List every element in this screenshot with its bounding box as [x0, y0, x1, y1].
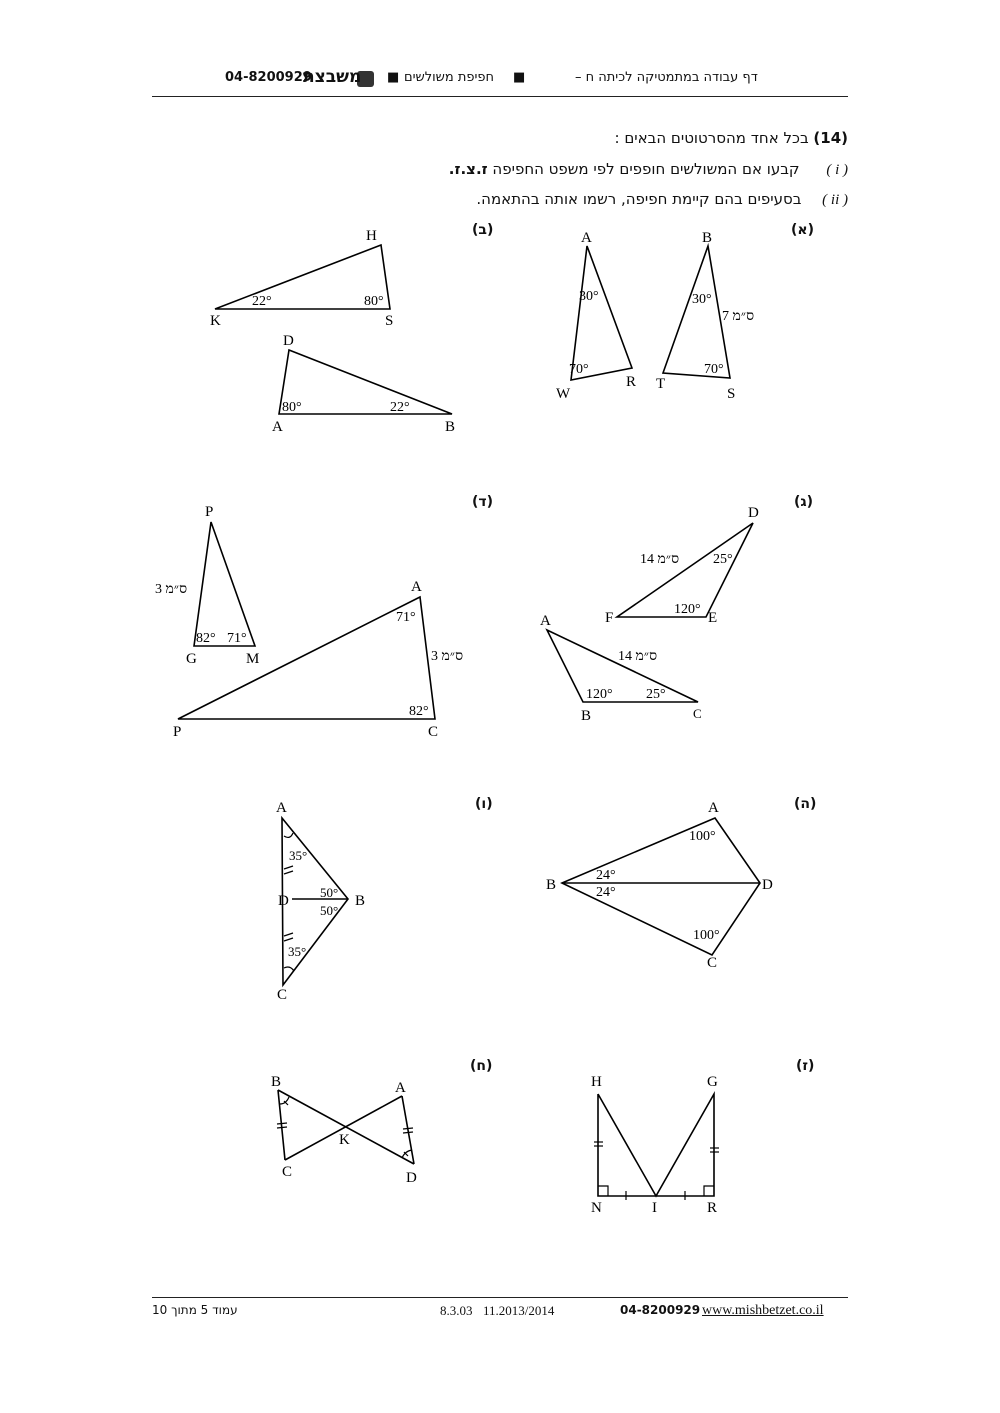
- section-label-h: (ח): [470, 1058, 493, 1074]
- segment-ac: [285, 1096, 402, 1160]
- fig-a-label-B: B: [702, 230, 713, 246]
- fig-b-angle-S: 80°: [364, 294, 384, 309]
- fig-d-label-G: G: [186, 651, 197, 667]
- right-angle-r: [704, 1186, 714, 1196]
- fig-c-side-AC: 14 ס״מ: [618, 649, 658, 664]
- tick-mark-bc-1: [277, 1123, 287, 1124]
- question-ii-label: ( ii ): [822, 192, 848, 208]
- fig-a-label-W: W: [556, 386, 571, 402]
- fig-c-side-DF: 14 ס״מ: [640, 552, 680, 567]
- tick-mark-ad-2: [284, 871, 293, 874]
- tick-mark-dc-1: [284, 933, 293, 936]
- triangle-pgm: [194, 522, 255, 646]
- fig-d-side-PG: 3 ס״מ: [155, 582, 188, 597]
- fig-c-label-A: A: [540, 613, 551, 629]
- fig-d-side-AC: 3 ס״מ: [431, 649, 464, 664]
- fig-f-label-B: B: [355, 893, 366, 909]
- fig-d-angle-G: 82°: [196, 631, 216, 646]
- fig-f-label-A: A: [276, 800, 287, 816]
- fig-e-label-B: B: [546, 877, 557, 893]
- fig-b-label-K: K: [210, 313, 221, 329]
- tick-mark-ad-h-2: [403, 1132, 413, 1133]
- angle-arc-b: [280, 1097, 289, 1104]
- fig-d-angle-A: 71°: [396, 610, 416, 625]
- fig-d-label-A: A: [411, 579, 422, 595]
- footer-rule: [152, 1297, 848, 1298]
- fig-c-label-D: D: [748, 505, 759, 521]
- fig-g-label-I: I: [652, 1200, 657, 1216]
- tick-mark-ad-1: [284, 866, 293, 869]
- fig-e-angle-C: 100°: [693, 928, 720, 943]
- fig-f-angle-B-top: 50°: [320, 885, 339, 900]
- quad-abcd: [562, 818, 760, 955]
- fig-g-label-R: R: [707, 1200, 718, 1216]
- fig-a-angle-W: 70°: [569, 362, 589, 377]
- tick-mark-bc-2: [277, 1127, 287, 1128]
- header-bullet-2: ■: [387, 70, 400, 85]
- footer-website-link[interactable]: www.mishbetzet.co.il: [702, 1303, 824, 1318]
- question-ii-text: בסעיפים בהם קיימת חפיפה, רשמו אותה בהתאמה.: [476, 190, 802, 208]
- section-label-e: (ה): [794, 796, 817, 812]
- header-brand: משבצת: [303, 67, 362, 87]
- fig-d-label-P-bottom: P: [173, 724, 182, 740]
- header-title: דף עבודה במתמטיקה לכיתה ח –: [575, 70, 758, 85]
- fig-h-label-K: K: [339, 1132, 350, 1148]
- fig-a-label-R: R: [626, 374, 637, 390]
- fig-a-label-T: T: [656, 376, 666, 392]
- angle-arc-c: [284, 967, 294, 971]
- fig-c-angle-C: 25°: [646, 687, 666, 702]
- fig-f-angle-C: 35°: [288, 944, 307, 959]
- fig-c-angle-D: 25°: [713, 552, 733, 567]
- fig-b-angle-A: 80°: [282, 400, 302, 415]
- fig-h-label-B: B: [271, 1074, 282, 1090]
- fig-f-label-C: C: [277, 987, 288, 1003]
- figure-g-shape: [598, 1094, 714, 1196]
- fig-b-label-H: H: [366, 228, 377, 244]
- angle-arc-d: [402, 1150, 412, 1158]
- fig-b-label-D: D: [283, 333, 294, 349]
- footer-code: 8.3.03: [440, 1303, 473, 1318]
- fig-f-angle-A: 35°: [289, 848, 308, 863]
- fig-h-label-C: C: [282, 1164, 293, 1180]
- fig-b-label-S: S: [385, 313, 394, 329]
- fig-d-label-P-top: P: [205, 504, 214, 520]
- fig-b-angle-B: 22°: [390, 400, 410, 415]
- fig-e-label-A: A: [708, 800, 719, 816]
- header-topic: חפיפת משולשים: [404, 70, 495, 85]
- fig-c-label-C: C: [693, 706, 702, 721]
- fig-c-angle-B: 120°: [586, 687, 613, 702]
- fig-e-label-C: C: [707, 955, 718, 971]
- fig-b-label-B: B: [445, 419, 456, 435]
- footer-date: 11.2013/2014: [483, 1303, 555, 1318]
- fig-e-angle-A: 100°: [689, 829, 716, 844]
- right-angle-n: [598, 1186, 608, 1196]
- fig-c-angle-E: 120°: [674, 602, 701, 617]
- section-label-f: (ו): [475, 796, 493, 812]
- section-label-d: (ד): [472, 494, 494, 510]
- angle-arc-a: [284, 833, 293, 837]
- footer-phone: 04-8200929: [620, 1303, 701, 1317]
- question-i-bold: ז.צ.ז.: [448, 160, 488, 178]
- fig-b-label-A: A: [272, 419, 283, 435]
- section-label-c: (ג): [794, 494, 814, 510]
- fig-a-angle-S: 70°: [704, 362, 724, 377]
- fig-c-label-B: B: [581, 708, 592, 724]
- fig-d-angle-C: 82°: [409, 704, 429, 719]
- segment-bc: [278, 1090, 285, 1160]
- kite-adcb: [282, 818, 348, 985]
- triangle-abc: [547, 630, 698, 702]
- fig-g-label-H: H: [591, 1074, 602, 1090]
- fig-h-label-D: D: [406, 1170, 417, 1186]
- triangle-awr: [571, 246, 632, 380]
- header-bullet-1: ■: [513, 70, 526, 85]
- fig-a-side-BS: 7 ס״מ: [722, 309, 755, 324]
- fig-g-label-G: G: [707, 1074, 718, 1090]
- footer-page-number: עמוד 5 מתוך 10: [152, 1303, 238, 1317]
- fig-d-angle-M: 71°: [227, 631, 247, 646]
- fig-b-angle-K: 22°: [252, 294, 272, 309]
- fig-a-label-S: S: [727, 386, 736, 402]
- tick-mark-dc-2: [284, 938, 293, 941]
- fig-d-label-C: C: [428, 724, 439, 740]
- question-intro: בכל אחד מהסרטוטים הבאים :: [614, 129, 809, 147]
- fig-f-label-D: D: [278, 893, 289, 909]
- fig-g-label-N: N: [591, 1200, 602, 1216]
- fig-e-angle-B-top: 24°: [596, 868, 616, 883]
- fig-e-label-D: D: [762, 877, 773, 893]
- question-i-text: קבעו אם המשולשים חופפים לפי משפט החפיפה: [487, 160, 800, 178]
- header-phone: 04-8200929: [225, 70, 312, 85]
- section-label-g: (ז): [796, 1058, 815, 1074]
- fig-c-label-F: F: [605, 610, 614, 626]
- fig-a-angle-A: 30°: [579, 289, 599, 304]
- fig-a-angle-B: 30°: [692, 292, 712, 307]
- fig-d-label-M: M: [246, 651, 260, 667]
- question-i-label: ( i ): [826, 162, 848, 178]
- triangle-dab: [279, 350, 452, 414]
- segment-ad: [402, 1096, 414, 1164]
- fig-a-label-A: A: [581, 230, 592, 246]
- section-label-b: (ב): [472, 222, 494, 238]
- question-number: (14): [813, 129, 848, 147]
- triangle-bts: [663, 246, 730, 378]
- tick-mark-ad-h-1: [403, 1128, 413, 1129]
- fig-e-angle-B-bottom: 24°: [596, 885, 616, 900]
- fig-c-label-E: E: [708, 610, 718, 626]
- section-label-a: (א): [791, 222, 815, 238]
- fig-f-angle-B-bottom: 50°: [320, 903, 339, 918]
- fig-h-label-A: A: [395, 1080, 406, 1096]
